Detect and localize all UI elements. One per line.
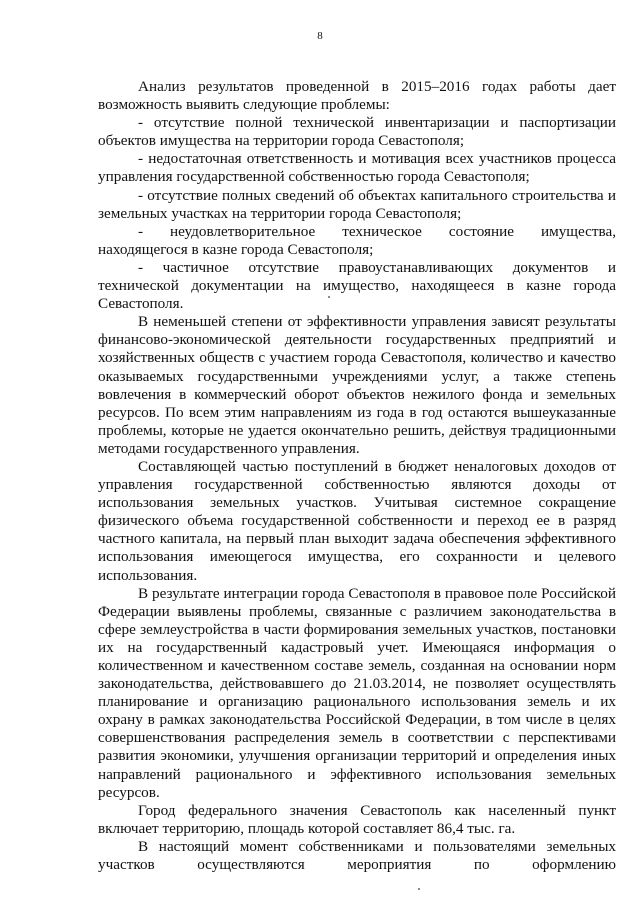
document-body — [98, 78, 616, 874]
paragraph-current-measures: В настоящий момент собственниками и пользователями земельных участков осуществляются мероприятия по оформлению — [98, 837, 616, 874]
list-item-responsibility: - недостаточная ответственность и мотивация всех участников процесса управления государственной собственностью города Севастополя; — [98, 150, 616, 186]
paragraph-territory-area: Город федерального значения Севастополь как населенный пункт включает территорию, площадь которой составляет 86,4 тыс. га. — [98, 801, 616, 837]
list-item-inventory: - отсутствие полной технической инвентаризации и паспортизации объектов имущества на территории города Севастополя; — [98, 114, 616, 150]
page-number: 8 — [317, 30, 323, 42]
list-item-capital-objects: - отсутствие полных сведений об объектах капитального строительства и земельных участках на территории города Севастополя; — [98, 186, 616, 222]
paragraph-intro: Анализ результатов проведенной в 2015–2016 годах работы дает возможность выявить следующие проблемы: — [98, 78, 616, 114]
list-item-technical-condition: - неудовлетворительное техническое состояние имущества, находящегося в казне города Севастополя; — [98, 222, 616, 258]
list-item-documents: - частичное отсутствие правоустанавливающих документов и технической документации на имущество, находящееся в казне города Севастополя. — [98, 258, 616, 313]
paragraph-non-tax-revenue: Составляющей частью поступлений в бюджет неналоговых доходов от управления государственной собственностью являются доходы от использования земельных участков. Учитывая системное сокращение физического объема государственной собственности и переход ее в разряд частного капитала, на первый план выходит задача обеспечения эффективного использования имеющегося имущества, его сохранности и целевого использования. — [98, 457, 616, 584]
scan-speck — [328, 296, 330, 298]
paragraph-legal-integration: В результате интеграции города Севастополя в правовое поле Российской Федерации выявлены проблемы, связанные с различием законодательства в сфере землеустройства в части формирования земельных участков, постановки их на государственный кадастровый учет. Имеющаяся информация о количественном и качественном составе земель, созданная на основании норм законодательства, действовавшего до 21.03.2014, не позволяет осуществлять планирование и организацию рационального использования земель и их охрану в рамках законодательства Российской Федерации, в том числе в целях совершенствования распределения земель в соответствии с перспективами развития экономики, улучшения организации территорий и определения иных направлений рационального и эффективного использования земельных ресурсов. — [98, 584, 616, 801]
paragraph-management-efficiency: В неменьшей степени от эффективности управления зависят результаты финансово-экономической деятельности государственных предприятий и хозяйственных обществ с участием города Севастополя, количество и качество оказываемых государственными учреждениями услуг, а также степень вовлечения в коммерческий оборот объектов нежилого фонда и земельных ресурсов. По всем этим направлениям из года в год остаются вышеуказанные проблемы, которые не удается окончательно решить, действуя традиционными методами государственного управления. — [98, 313, 616, 457]
scan-speck — [418, 888, 420, 890]
